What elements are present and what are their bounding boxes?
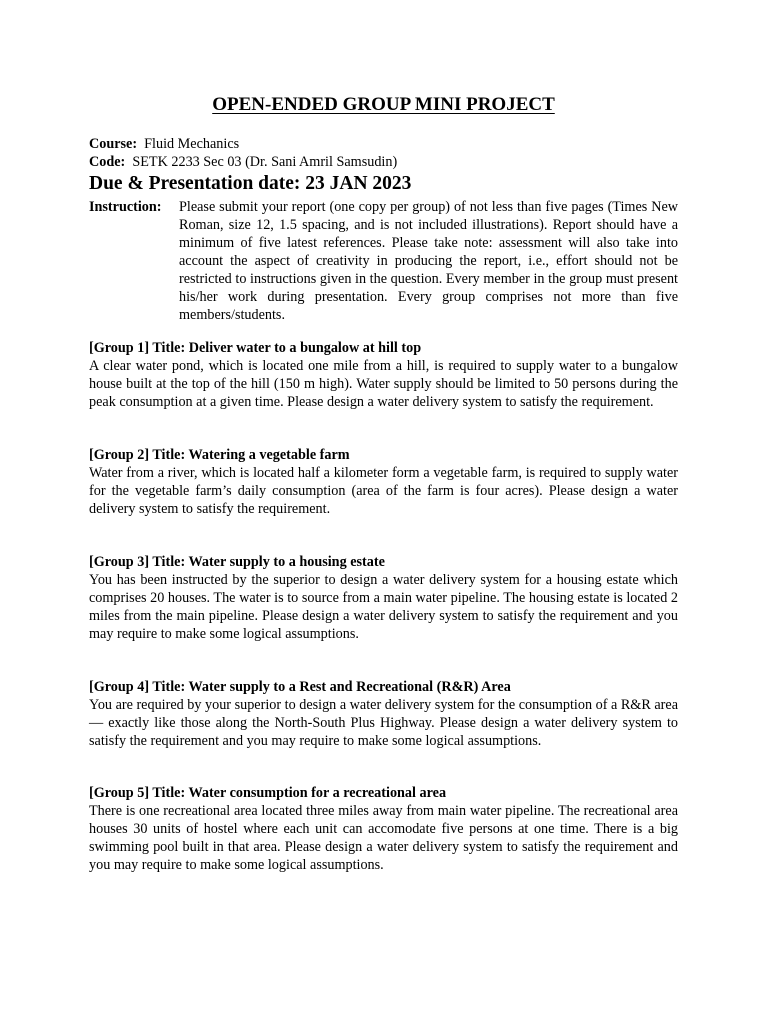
instruction-block — [89, 198, 678, 324]
group-4-title: [Group 4] Title: Water supply to a Rest and Recreational (R&R) Area — [89, 679, 511, 695]
group-5-section — [89, 784, 678, 874]
code-label: Code: — [89, 153, 126, 170]
instruction-text: Please submit your report (one copy per group) of not less than five pages (Times New Roman, size 12, 1.5 spacing, and is not included illustrations). Report should have a minimum of five latest references. Please take note: assessment will also take into account the aspect of creativity in producing the report, i.e., effort should not be restricted to instructions given in the question. Every member in the group must present his/her work during presentation. Every group comprises not more than five members/students. — [179, 199, 678, 323]
group-3-section — [89, 553, 678, 643]
group-1-title: [Group 1] Title: Deliver water to a bungalow at hill top — [89, 340, 422, 356]
instruction-label: Instruction: — [89, 199, 162, 215]
group-4-section — [89, 678, 678, 750]
document-page — [89, 94, 678, 874]
course-value: Fluid Mechanics — [144, 136, 240, 152]
code-value: SETK 2233 Sec 03 (Dr. Sani Amril Samsudin) — [132, 153, 398, 170]
group-1-section — [89, 339, 678, 411]
due-date-heading: Due & Presentation date: 23 JAN 2023 — [89, 173, 412, 194]
course-label: Course: — [89, 136, 138, 152]
group-5-title: [Group 5] Title: Water consumption for a recreational area — [89, 785, 447, 801]
group-4-body: You are required by your superior to design a water delivery system for the consumption of a R&R area — exactly like those along the North-South Plus Highway. Please design a water delivery system to satisfy the requirement and you may require to make some logical assumptions. — [89, 697, 678, 749]
group-2-body: Water from a river, which is located half a kilometer form a vegetable farm, is required to supply water for the vegetable farm’s daily consumption (area of the farm is four acres). Please design a water delivery system to satisfy the requirement. — [89, 465, 678, 517]
code-line — [89, 154, 678, 172]
group-2-section — [89, 446, 678, 518]
group-3-title: [Group 3] Title: Water supply to a housing estate — [89, 554, 385, 570]
page-title: OPEN-ENDED GROUP MINI PROJECT — [212, 94, 555, 115]
group-1-body: A clear water pond, which is located one mile from a hill, is required to supply water to a bungalow house built at the top of the hill (150 m high). Water supply should be limited to 50 persons during the peak consumption at a given time. Please design a water delivery system to satisfy the requirement. — [89, 358, 678, 410]
group-5-body: There is one recreational area located three miles away from main water pipeline. The recreational area houses 30 units of hostel where each unit can accomodate five persons at one time. There is a big swimming pool built in that area. Please design a water delivery system to satisfy the requirement and you may require to make some logical assumptions. — [89, 803, 678, 873]
group-3-body: You has been instructed by the superior to design a water delivery system for a housing estate which comprises 20 houses. The water is to source from a main water pipeline. The housing estate is located 2 miles from the main pipeline. Please design a water delivery system to satisfy the requirement and you may require to make some logical assumptions. — [89, 572, 678, 642]
group-2-title: [Group 2] Title: Watering a vegetable farm — [89, 447, 350, 463]
course-line — [89, 136, 678, 154]
